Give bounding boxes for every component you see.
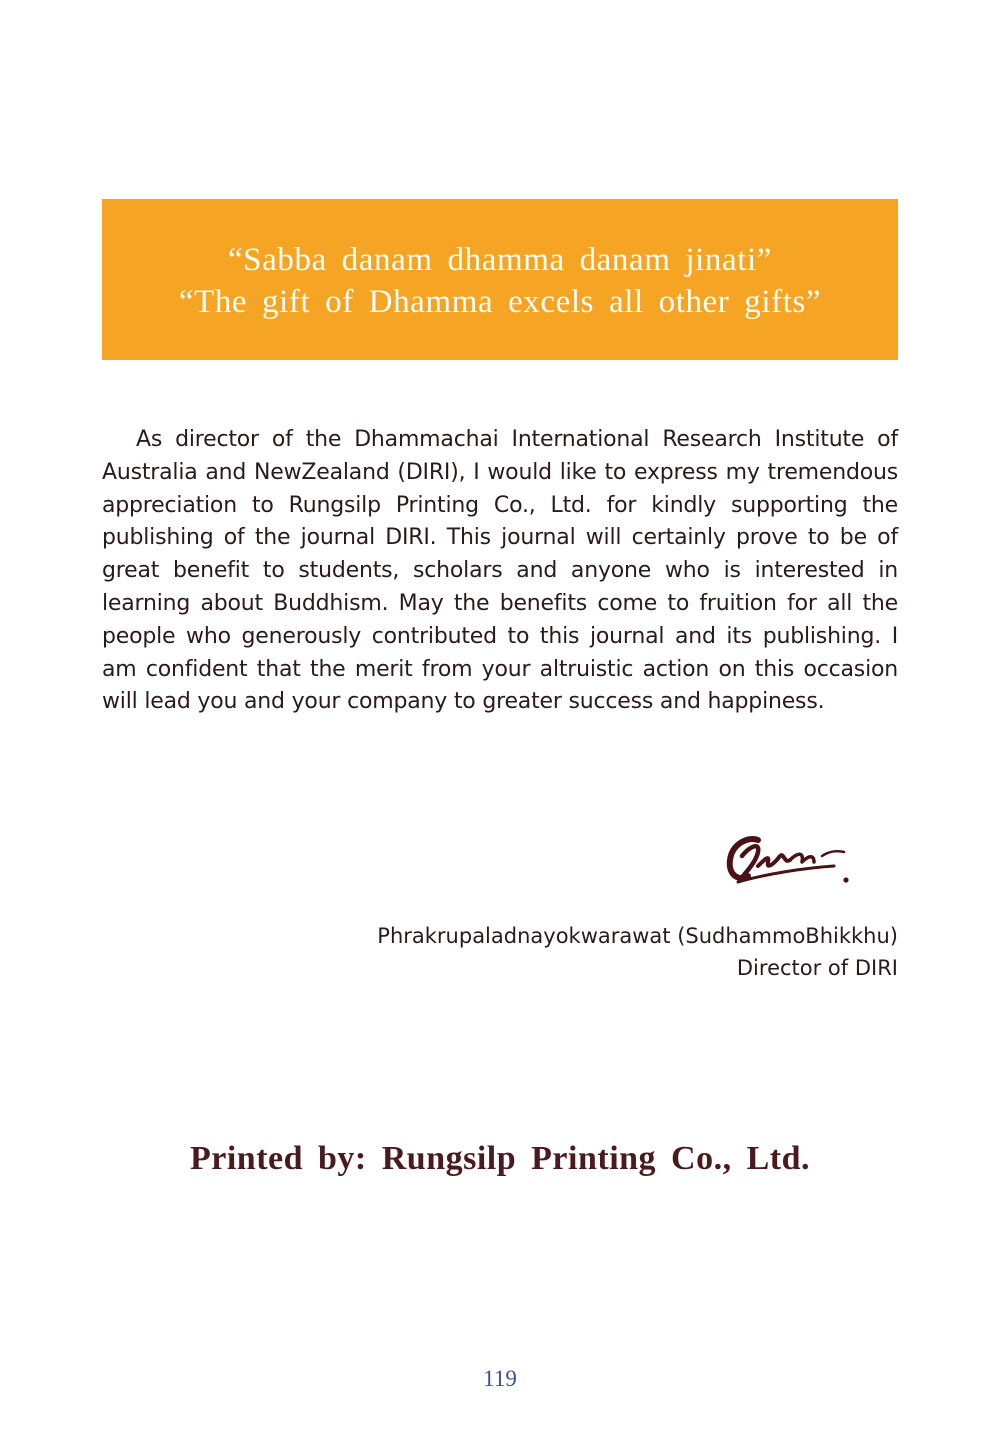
page-number: 119 [483,1366,517,1391]
signer-block [377,920,898,984]
quote-english: “The gift of Dhamma excels all other gifts” [178,283,822,320]
quote-banner [102,199,898,360]
handwritten-signature [718,826,858,896]
signer-title: Director of DIRI [736,956,898,980]
appreciation-paragraph: As director of the Dhammachai International Research Institute of Australia and NewZealand (DIRI), I would like to express my tremendous appreciation to Rungsilp Printing Co., Ltd. for kindly supporting the publishing of the journal DIRI. This journal will certainly prove to be of great benefit to students, scholars and anyone who is interested in learning about Buddhism. May the benefits come to fruition for all the people who generously contributed to this journal and its publishing. I am confident that the merit from your altruistic action on this occasion will lead you and your company to greater success and happiness. [102,427,898,715]
signer-name: Phrakrupaladnayokwarawat (SudhammoBhikkhu) [377,924,898,948]
printer-credit: Printed by: Rungsilp Printing Co., Ltd. [189,1140,811,1177]
quote-pali: “Sabba danam dhamma danam jinati” [227,241,773,278]
